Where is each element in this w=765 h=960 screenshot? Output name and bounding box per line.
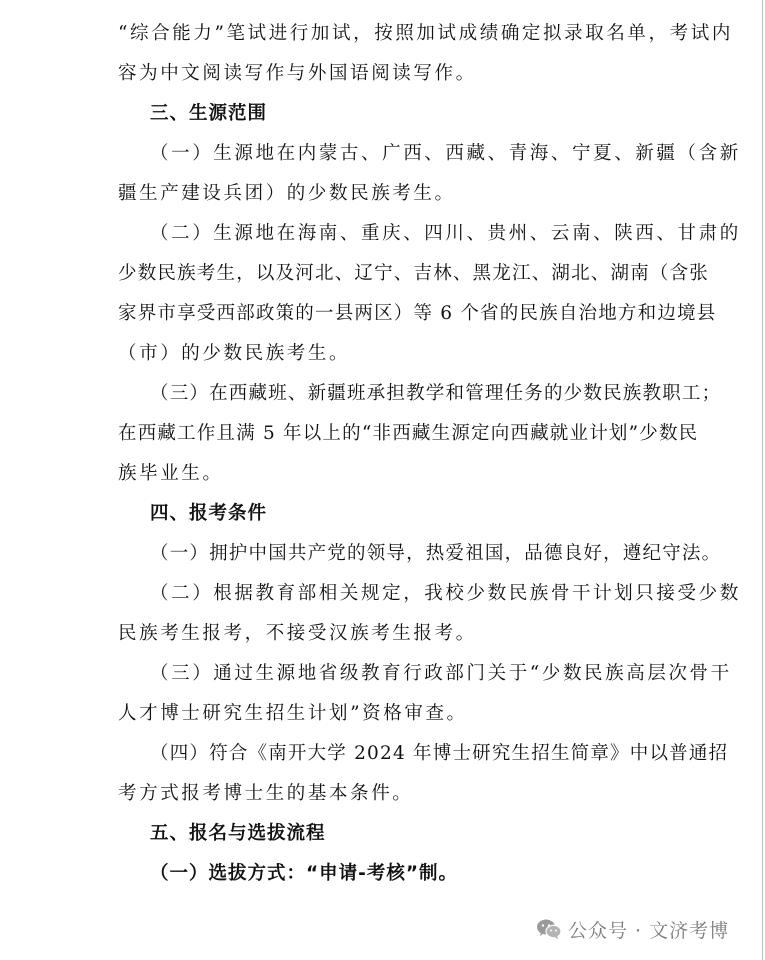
paragraph-line: （一）拥护中国共产党的领导，热爱祖国，品德良好，遵纪守法。 xyxy=(150,543,722,564)
section-heading-four: 四、报考条件 xyxy=(150,503,268,524)
paragraph-line: 疆生产建设兵团）的少数民族考生。 xyxy=(118,183,456,204)
paragraph-line: “综合能力”笔试进行加试，按照加试成绩确定拟录取名单，考试内 xyxy=(118,23,733,44)
wechat-icon xyxy=(536,917,562,941)
watermark-text: 公众号 · 文济考博 xyxy=(568,919,730,942)
paragraph-line: 人才博士研究生招生计划”资格审查。 xyxy=(118,703,468,724)
paragraph-line-bold: （一）选拔方式：“申请-考核”制。 xyxy=(150,863,458,884)
paragraph-line: 考方式报考博士生的基本条件。 xyxy=(118,783,414,804)
paragraph-line: 家界市享受西部政策的一县两区）等 6 个省的民族自治地方和边境县 xyxy=(118,303,717,324)
page-border xyxy=(762,0,763,960)
paragraph-line: 民族考生报考，不接受汉族考生报考。 xyxy=(118,623,477,644)
paragraph-line: （二）根据教育部相关规定，我校少数民族骨干计划只接受少数 xyxy=(150,583,741,604)
paragraph-line: 少数民族考生，以及河北、辽宁、吉林、黑龙江、湖北、湖南（含张 xyxy=(118,263,710,284)
paragraph-line: （三）通过生源地省级教育行政部门关于“少数民族高层次骨干 xyxy=(150,663,732,684)
section-heading-three: 三、生源范围 xyxy=(150,103,268,124)
paragraph-line: （二）生源地在海南、重庆、四川、贵州、云南、陕西、甘肃的 xyxy=(150,223,741,244)
paragraph-line: 族毕业生。 xyxy=(118,463,224,484)
paragraph-line: （三）在西藏班、新疆班承担教学和管理任务的少数民族教职工； xyxy=(150,383,722,404)
watermark xyxy=(536,914,729,944)
paragraph-line: 容为中文阅读写作与外国语阅读写作。 xyxy=(118,63,477,84)
section-heading-five: 五、报名与选拔流程 xyxy=(150,823,326,844)
paragraph-line: 在西藏工作且满 5 年以上的“非西藏生源定向西藏就业计划”少数民 xyxy=(118,423,699,444)
paragraph-line: （市）的少数民族考生。 xyxy=(118,343,351,364)
paragraph-line: （一）生源地在内蒙古、广西、西藏、青海、宁夏、新疆（含新 xyxy=(150,143,741,164)
paragraph-line: （四）符合《南开大学 2024 年博士研究生招生简章》中以普通招 xyxy=(150,743,729,764)
